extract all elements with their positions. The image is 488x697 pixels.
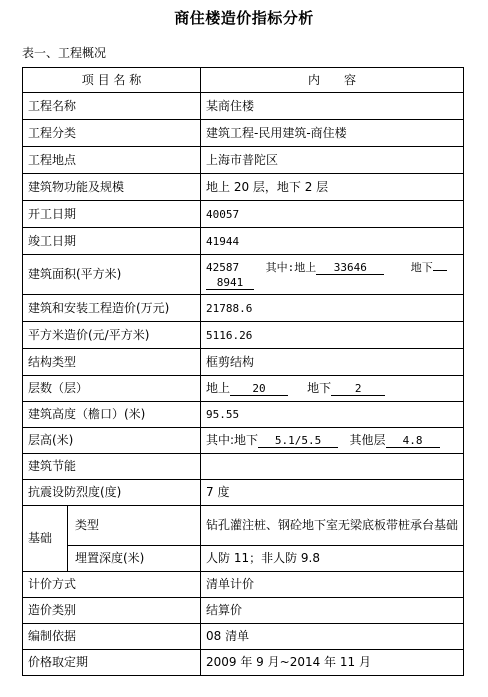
row-value: 41944 [201,228,464,255]
area-below-label: 地下 [410,260,433,274]
row-value: 40057 [201,201,464,228]
row-label: 编制依据 [23,624,201,650]
foundation-depth-value: 人防 11；非人防 9.8 [201,546,464,572]
project-overview-table [22,67,464,676]
row-value: 2009 年 9 月~2014 年 11 月 [201,650,464,676]
table-header-row [23,68,464,93]
table-row [23,120,464,147]
table-row [23,402,464,428]
row-label: 工程分类 [23,120,201,147]
table-row [23,428,464,454]
row-value: 7 度 [201,480,464,506]
table-row [23,322,464,349]
row-value: 清单计价 [201,572,464,598]
row-value-area [201,255,464,295]
area-total: 42587 [206,260,240,274]
row-value: 21788.6 [201,295,464,322]
table-caption: 表一、工程概况 [22,46,107,60]
row-label: 建筑节能 [23,454,201,480]
table-row [23,598,464,624]
row-label: 抗震设防烈度(度) [23,480,201,506]
row-label: 造价类别 [23,598,201,624]
area-below-blank [433,270,447,271]
table-row [23,572,464,598]
table-row [23,454,464,480]
row-value-floors [201,376,464,402]
row-label: 建筑面积(平方米) [23,255,201,295]
floors-above-label: 地上 [206,381,231,395]
page-title: 商住楼造价指标分析 [174,9,314,27]
row-label: 层数（层） [23,376,201,402]
row-label: 平方米造价(元/平方米) [23,322,201,349]
row-label: 建筑和安装工程造价(万元) [23,295,201,322]
table-row [23,201,464,228]
table-row [23,349,464,376]
foundation-type-label: 类型 [68,506,201,546]
foundation-label: 基础 [23,506,68,572]
row-label: 工程地点 [23,147,201,174]
foundation-depth-label: 埋置深度(米) [68,546,201,572]
row-value: 08 清单 [201,624,464,650]
table-row [23,255,464,295]
storey-other-label: 其他层 [349,433,386,447]
area-below-value: 8941 [206,276,254,290]
table-row [23,228,464,255]
row-label: 工程名称 [23,93,201,120]
floors-above-value: 20 [230,382,288,396]
row-label: 建筑高度（檐口）(米) [23,402,201,428]
table-row [23,546,464,572]
table-row [23,506,464,546]
floors-below-value: 2 [331,382,385,396]
row-value: 地上 20 层，地下 2 层 [201,174,464,201]
table-row [23,480,464,506]
table-row [23,147,464,174]
table-row [23,650,464,676]
row-label: 结构类型 [23,349,201,376]
table-row [23,93,464,120]
area-above-value: 33646 [316,261,384,275]
storey-other-value: 4.8 [386,434,440,448]
storey-below-value: 5.1/5.5 [258,434,338,448]
table-row [23,624,464,650]
storey-below-label: 其中:地下 [206,433,259,447]
table-row [23,174,464,201]
row-value: 95.55 [201,402,464,428]
foundation-type-value: 钻孔灌注桩、钢砼地下室无梁底板带桩承台基础 [201,506,464,546]
row-label: 竣工日期 [23,228,201,255]
row-value-storey-height [201,428,464,454]
header-content: 内 容 [201,68,464,93]
row-label: 价格取定期 [23,650,201,676]
row-label: 层高(米) [23,428,201,454]
row-label: 计价方式 [23,572,201,598]
row-value: 某商住楼 [201,93,464,120]
table-row [23,295,464,322]
row-value: 上海市普陀区 [201,147,464,174]
header-item: 项 目 名 称 [23,68,201,93]
row-value: 5116.26 [201,322,464,349]
area-above-label: 其中:地上 [265,260,317,274]
row-value [201,454,464,480]
row-label: 开工日期 [23,201,201,228]
floors-below-label: 地下 [307,381,332,395]
table-row [23,376,464,402]
row-label: 建筑物功能及规模 [23,174,201,201]
row-value: 框剪结构 [201,349,464,376]
row-value: 建筑工程-民用建筑-商住楼 [201,120,464,147]
row-value: 结算价 [201,598,464,624]
